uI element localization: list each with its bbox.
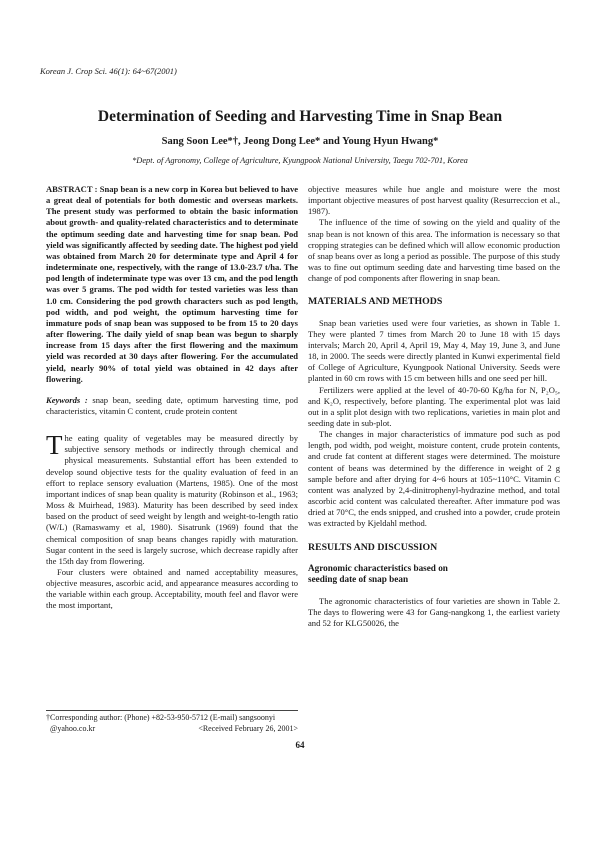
intro-text-1: he eating quality of vegetables may be measured directly by subjective sensory methods or indirectly through chemical and physical measurements. Substantial effort has been extended to develop sound objective tests for the quality evaluation of feed in an effort to replace sensory evaluation (Martens, 1985). One of the most important indices of snap bean quality is maturity (Robinson et al., 1963; Moss & Muirhead, 1983). Maturity has been described by seed index based on the product of seed weight by length and weight-to-length ratio (W/L) (Ramaswamy et al, 1980). Sisatrunk (1969) found that the chemical composition of snap beans changes rapidly with maturation. Sugar content in the seed is largely sucrose, which decrease rapidly after the 15th day from flowering. [46, 433, 298, 566]
keywords [46, 395, 298, 417]
abstract [46, 184, 298, 385]
left-column [46, 184, 298, 612]
intro-paragraph-2: Four clusters were obtained and named acceptability measures, objective measures, ascorbic acid, and appearance measures according to the variable within each group. Acceptability, mouth feel and flavor were the most important, [46, 567, 298, 611]
subheading-line-1: Agronomic characteristics based on [308, 562, 448, 573]
journal-reference: Korean J. Crop Sci. 46(1): 64~67(2001) [40, 66, 177, 76]
keywords-label: Keywords : [46, 394, 88, 405]
methods-paragraph-2: Fertilizers were applied at the level of 40-70-60 Kg/ha for N, P₂O₅, and K₂O, respectively, before planting. The experimental plot was laid out in a split plot design with two replications, varieties in main plot and seeding date in sub-plot. [308, 384, 560, 428]
author-affiliation: *Dept. of Agronomy, College of Agriculture, Kyungpook National University, Taegu 702-701, Korea [132, 156, 468, 165]
drop-cap: T [46, 430, 63, 461]
methods-paragraph-3: The changes in major characteristics of immature pod such as pod length, pod width, pod weight, moisture content, crude protein contents, and crude fat content at different stages were determined. The moisture content of beans was determined by the difference in weight of 2 g sample before and after drying for 4~6 hours at 105~110°C. Vitamin C content was analyzed by 2,4-dinitrophenyl-hydrazine method, and total ascorbic acid content was calculated thereafter. After immature pod was dried at 70°C, the ends snipped, and crushed into a powder, crude protein was extracted by Kjeldahl method. [308, 429, 560, 529]
right-column [308, 184, 560, 629]
page-number: 64 [295, 740, 305, 750]
right-paragraph-2: The influence of the time of sowing on the yield and quality of the snap bean is not known of this area. The information is necessary so that cropping strategies can be defined which will allow economic production of snap beans over as long a period as possible. The purpose of this study was to fine out optimum seeding date and harvesting time based on the change of pod components after flowering in snap bean. [308, 217, 560, 284]
subheading-line-2: seeding date of snap bean [308, 574, 409, 585]
footnote-line-2 [46, 724, 298, 735]
right-paragraph-1: objective measures while hue angle and moisture were the most important objective measures of post harvest quality (Resurreccion et al., 1987). [308, 184, 560, 217]
footnote-email-domain: @yahoo.co.kr [50, 723, 96, 733]
keywords-text: snap bean, seeding date, optimum harvesting time, pod characteristics, vitamin C content, crude protein content [46, 394, 299, 416]
methods-heading: MATERIALS AND METHODS [308, 296, 443, 308]
abstract-label: ABSTRACT : [46, 184, 98, 194]
intro-paragraph-1 [46, 430, 298, 567]
methods-paragraph-1: Snap bean varieties used were four varieties, as shown in Table 1. They were planted 7 times from March 20 to June 18 with 15 days intervals; March 20, April 4, April 19, May 4, May 19, June 3, and June 18, in 2000. The seeds were directly planted in Kunwi experimental field of College of Agriculture, Kyungpook National University. Seeds were planted in 60 cm rows with 15 cm between hills and one seed per hill. [308, 317, 560, 384]
received-date: <Received February 26, 2001> [198, 723, 298, 733]
corresponding-author-footnote [46, 710, 298, 734]
paper-title: Determination of Seeding and Harvesting Time in Snap Bean [97, 108, 503, 125]
author-list: Sang Soon Lee*†, Jeong Dong Lee* and Young Hyun Hwang* [161, 136, 439, 147]
results-subheading [308, 563, 560, 586]
abstract-text: Snap bean is a new corp in Korea but believed to have a great deal of potentials for both domestic and overseas markets. The present study was performed to obtain the basic information about growth- and quality-related characteristics and to determinate the optimum seeding date and harvesting time for snap bean. Pod yield was significantly affected by seeding date. The highest pod yield was obtained from March 20 for determinate type and April 4 for indeterminate one, respectively, with the range of 13.0-23.7 t/ha. The pod length of indeterminate type was over 13 cm, and the pod length was over 5 grams. The pod width for tested varieties was less than 1.0 cm. Considering the pod growth characters such as pod length, pod width, and pod weight, the optimum harvesting time for immature pods of snap bean was supposed to be from 15 to 20 days after flowering. The daily yield of snap bean was begun to sharply increase from 15 days after the first flowering and the maximum yield was recorded at 30 days after flowering. For the accumulated yield, nearly 90% of total yield was obtained in 42 days after flowering. [46, 184, 299, 384]
results-heading: RESULTS AND DISCUSSION [308, 541, 438, 553]
results-paragraph-1: The agronomic characteristics of four varieties are shown in Table 2. The days to flowering were 43 for Gang-nangkong 1, the earliest variety and 52 for KLG50026, the [308, 595, 560, 628]
footnote-line-1: †Corresponding author: (Phone) +82-53-950-5712 (E-mail) sangsoonyi [46, 713, 276, 722]
